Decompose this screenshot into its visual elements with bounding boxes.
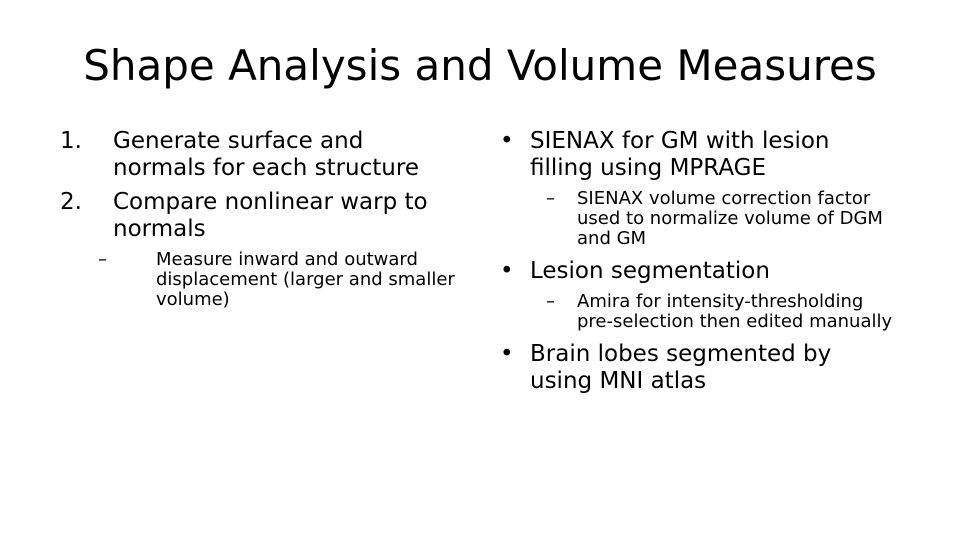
item-number: 1.: [60, 128, 82, 154]
bullet-marker: •: [500, 341, 514, 367]
numbered-item: [60, 189, 460, 243]
bullet-item: [495, 258, 895, 285]
sub-item: [495, 292, 895, 332]
bullet-item: [495, 128, 895, 182]
dash-marker: –: [546, 188, 555, 209]
bullet-item: [495, 341, 895, 395]
dash-marker: –: [98, 249, 107, 270]
bullet-text: Lesion segmentation: [530, 258, 770, 284]
slide-title: Shape Analysis and Volume Measures: [83, 41, 877, 90]
bullet-marker: •: [500, 128, 514, 154]
sub-item-text: Measure inward and outward displacement (larger and smaller volume): [156, 249, 455, 310]
bullet-text: Brain lobes segmented by using MNI atlas: [530, 341, 832, 394]
bullet-text: SIENAX for GM with lesion filling using MPRAGE: [530, 128, 830, 181]
sub-item: [495, 189, 895, 249]
sub-item-text: SIENAX volume correction factor used to normalize volume of DGM and GM: [577, 188, 883, 249]
sub-item-text: Amira for intensity-thresholding pre-selection then edited manually: [577, 291, 893, 332]
numbered-item: [60, 128, 460, 182]
sub-item: [60, 250, 460, 310]
right-column: [495, 128, 895, 402]
bullet-marker: •: [500, 258, 514, 284]
left-column: [60, 128, 460, 319]
item-text: Generate surface and normals for each structure: [113, 128, 419, 181]
item-number: 2.: [60, 189, 82, 215]
item-text: Compare nonlinear warp to normals: [113, 189, 428, 242]
dash-marker: –: [546, 291, 555, 312]
